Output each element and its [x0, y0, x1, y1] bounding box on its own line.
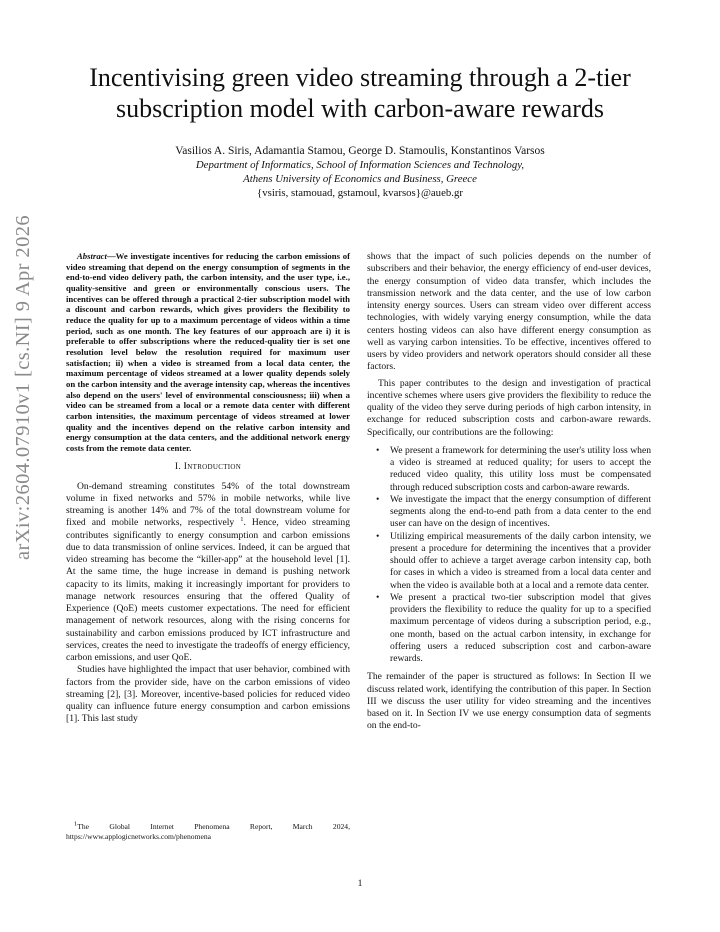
- contribution-text: Utilizing empirical measurements of the daily carbon intensity, we present a procedure for determining the incentives that a provider should offer to achieve a target average carbon intensity cap, both for cases in which a video is streamed from a local data center and when the video is available both at a local and a remote data center.: [390, 530, 651, 591]
- list-item: [367, 445, 651, 494]
- bullet-icon: •: [376, 591, 380, 603]
- contribution-text: We present a framework for determining the user's utility loss when a video is streamed at reduced quality; for users to accept the reduced video quality, this utility loss must be compensated through reduced subscription costs and carbon-aware rewards.: [390, 444, 651, 493]
- intro-paragraph-2: Studies have highlighted the impact that user behavior, combined with factors from the provider side, have on the carbon emissions of video streaming [2], [3]. Moreover, incentive-based policies for reduced video quality can influence future energy consumption and carbon emissions [1]. This last study: [66, 664, 350, 725]
- footnote-text[interactable]: The Global Internet Phenomena Report, March 2024, https://www.applogicnetworks.com/phenomena: [66, 822, 350, 841]
- list-item: [367, 531, 651, 592]
- list-item: [367, 494, 651, 531]
- abstract-text: —We investigate incentives for reducing the carbon emissions of video streaming that depend on the energy consumption of segments in the end-to-end video delivery path, the carbon intensity, and the user type, i.e., quality-sensitive and green or environmentally conscious users. The incentives can be offered through a practical 2-tier subscription model with a discount and carbon rewards, which gives providers the flexibility to reduce the quality for up to a maximum percentage of videos within a time period, such as one month. The key features of our approach are i) it is preferable to offer subscriptions where the reduced-quality tier is set one resolution level below the resolution required for maximum user satisfaction; ii) when a video is streamed from a local data center, the maximum percentage of videos streamed at a lower quality depends solely on the carbon intensity and the average intensity cap, whereas the incentives also depend on the users' level of environmental consciousness; iii) when a video can be streamed from a local or a remote data center with different carbon intensities, the maximum percentage of videos streamed at lower quality and the incentives depend on the relative carbon intensity and energy consumption at the data centers, and the additional network energy costs from the remote data center.: [66, 251, 350, 453]
- contribution-text: We investigate the impact that the energy consumption of different segments along the end-to-end path from a data center to the end user can have on the design of incentives.: [390, 493, 651, 530]
- footnote-marker: 1: [74, 820, 78, 828]
- intro-paragraph-2-continued: shows that the impact of such policies depends on the number of subscribers and their behavior, the energy efficiency of end-user devices, the energy consumption of video data transfer, which includes the transmission network and the data center, and the use of low carbon intensity energy sources. Users can stream video over different access technologies, with widely varying energy consumption, while the data centers hosting videos can also have different energy consumption as well as varying carbon intensities. To be effective, incentives offered to users by video providers and network operators should consider all these factors.: [367, 251, 651, 373]
- bullet-icon: •: [376, 530, 380, 542]
- affiliation-line-2: Athens University of Economics and Business, Greece: [243, 173, 477, 185]
- bullet-icon: •: [376, 493, 380, 505]
- footnote-ref-1[interactable]: 1: [240, 516, 244, 524]
- intro-paragraph-3: This paper contributes to the design and investigation of practical incentive schemes where users give providers the flexibility to reduce the quality of the video they serve during periods of high carbon intensity, in exchange for reduced subscription costs and carbon-aware rewards. Specifically, our contributions are the following:: [367, 377, 651, 438]
- section-number: I.: [174, 461, 182, 473]
- intro-paragraph-1: [66, 481, 350, 665]
- intro-paragraph-1-text-b: . Hence, video streaming contributes significantly to energy consumption and carbon emissions due to data transmission of online services. Indeed, it can be argued that video streaming has become the “killer-app” at the household level [1]. At the same time, the huge increase in demand is pushing network capacity to its limits, making it increasingly important for providers to manage network resources ensuring that the offered Quality of Experience (QoE) meets customer expectations. The need for efficient management of network resources, along with the rising concerns for sustainability and carbon emissions produced by ICT infrastructure and services, creates the need to investigate the tradeoffs of energy efficiency, carbon emissions, and user QoE.: [66, 517, 350, 664]
- affiliation-line-1: Department of Informatics, School of Information Sciences and Technology,: [195, 159, 525, 171]
- right-column: [367, 251, 651, 733]
- footnote: [66, 822, 350, 842]
- page-number: 1: [357, 878, 363, 889]
- abstract: [66, 251, 350, 453]
- author-names: Vasilios A. Siris, Adamantia Stamou, George D. Stamoulis, Konstantinos Varsos: [175, 145, 545, 157]
- section-title: Introduction: [183, 461, 242, 473]
- left-column: [66, 251, 350, 726]
- contributions-list: [367, 445, 651, 666]
- author-emails: {vsiris, stamouad, gstamoul, kvarsos}@aueb.gr: [257, 187, 463, 199]
- intro-paragraph-4: The remainder of the paper is structured as follows: In Section II we discuss related work, identifying the contribution of this paper. In Section III we discuss the user utility for video streaming and the incentives based on it. In Section IV we use energy consumption data of segments on the end-to-: [367, 671, 651, 732]
- abstract-lead: Abstract: [77, 251, 107, 261]
- paper-title: Incentivising green video streaming through a 2-tier subscription model with carbon-aware rewards: [89, 63, 631, 123]
- section-heading-introduction: [66, 461, 350, 473]
- author-block: [40, 144, 680, 200]
- arxiv-identifier-stamp[interactable]: arXiv:2604.07910v1 [cs.NI] 9 Apr 2026: [12, 214, 34, 560]
- list-item: [367, 592, 651, 666]
- contribution-text: We present a practical two-tier subscription model that gives providers the flexibility to reduce the quality for up to a specified maximum percentage of videos during a subscription period, e.g., one month, based on the actual carbon intensity, in exchange for offering users a reduced subscription cost and carbon-aware rewards.: [390, 591, 651, 664]
- bullet-icon: •: [376, 444, 380, 456]
- intro-paragraph-1-text-a: On-demand streaming constitutes 54% of the total downstream volume in fixed networks and 57% in mobile networks, while live streaming is another 14% and 7% of the total downstream volume for fixed and mobile networks, respectively: [66, 480, 350, 529]
